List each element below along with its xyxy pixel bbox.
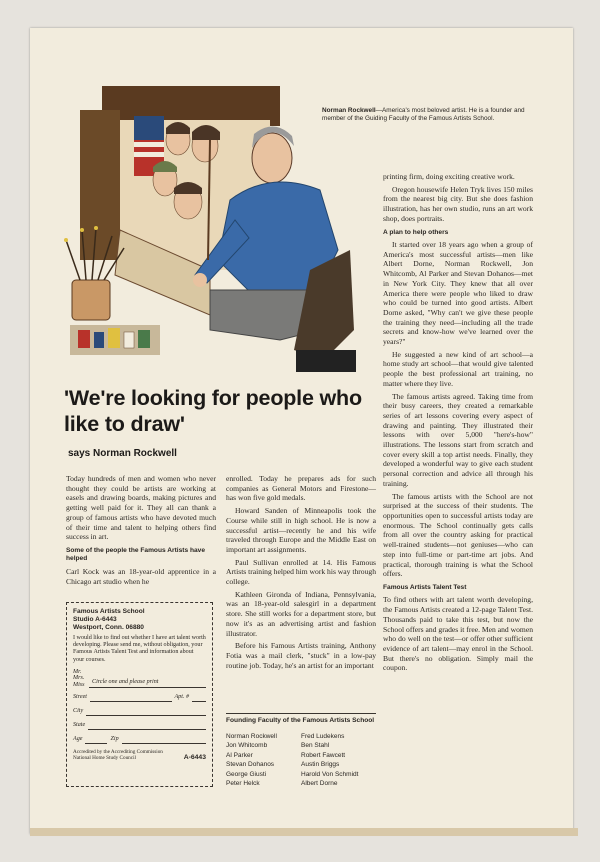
salutation-hint: Circle one and please print <box>89 679 206 687</box>
faculty-name: Jon Whitcomb <box>226 742 268 750</box>
apt-label: Apt. # <box>174 694 189 701</box>
body-paragraph: Paul Sullivan enrolled at 14. His Famous Artists training helped him work his way through college. <box>226 557 376 587</box>
state-label: State <box>73 722 86 729</box>
body-paragraph: enrolled. Today he prepares ads for such companies as General Motors and Firestone—has won five gold medals. <box>226 474 376 503</box>
byline: says Norman Rockwell <box>68 448 177 459</box>
coupon-code: A-6443 <box>183 754 206 762</box>
city-label: City <box>73 708 84 715</box>
subhead-talent-test: Famous Artists Talent Test <box>383 583 467 591</box>
faculty-list-right <box>301 732 376 790</box>
body-paragraph: It started over 18 years ago when a group of America's most successful artists—men like Albert Dorne, Norman Rockwell, Jon Whitcomb, Al Parker and Stevan Dohanos—met in New York City. They knew that all over America there were people who liked to draw who could be turned into good artists. Albert Dorne asked, "Why can't we give these people the training they need—including all the trade secrets and know-how we've learned over the years?" <box>383 240 533 347</box>
subhead-people-helped: Some of the people the Famous Artists have helped <box>66 546 205 563</box>
age-label: Age <box>73 736 83 743</box>
accreditation <box>73 749 206 761</box>
body-paragraph: Today hundreds of men and women who never thought they could be artists are working at easels and drawing boards, making pictures and getting well paid for it. They all can thank a group of famous artists who have devoted much of their time and talent to helping others find success in art. <box>66 474 216 542</box>
faculty-name: George Giusti <box>226 770 267 778</box>
faculty-name: Harold Von Schmidt <box>301 770 359 778</box>
state-field[interactable] <box>73 722 206 730</box>
body-paragraph: printing firm, doing exciting creative work. <box>383 172 515 181</box>
faculty-name: Peter Helck <box>226 780 260 788</box>
body-paragraph: Before his Famous Artists training, Anthony Fotia was a mail clerk, "stuck" in a low-pay routine job. Today, he's an artist for an important <box>226 641 376 670</box>
subhead-plan: A plan to help others <box>383 228 449 236</box>
mail-coupon[interactable] <box>66 602 213 787</box>
street-label: Street <box>73 694 87 701</box>
illustration-caption <box>322 107 547 123</box>
faculty-name: Albert Dorne <box>301 780 338 788</box>
faculty-name: Robert Fawcett <box>301 751 346 759</box>
salutation-field[interactable] <box>73 669 206 688</box>
salutation-label: Mr. Mrs. Miss <box>73 669 85 688</box>
body-paragraph: The famous artists with the School are not surprised at the success of their students. The opportunities open to successful artists today are enormous. The School continually gets calls from all over the country asking for practical well-trained students—not geniuses—who can step into full-time or part-time art jobs. And practical, thorough training is what the School offers. <box>383 491 533 579</box>
caption-text: —America's most beloved artist. He is a founder and member of the Guiding Faculty of the Famous Artists School. <box>322 107 525 123</box>
coupon-studio: Studio A-6443 <box>73 616 117 624</box>
accreditation-text: Accredited by the Accrediting Commission National Home Study Council <box>73 748 163 762</box>
faculty-box <box>226 713 376 789</box>
headline: 'We're looking for people who like to draw' <box>64 386 362 436</box>
faculty-name: Stevan Dohanos <box>226 761 275 769</box>
city-field[interactable] <box>73 708 206 716</box>
zip-label: Zip <box>110 736 119 743</box>
faculty-name: Austin Briggs <box>301 761 340 769</box>
page-edge <box>30 828 578 836</box>
caption-name: Norman Rockwell <box>322 107 376 114</box>
coupon-body: I would like to find out whether I have art talent worth developing. Please send me, without obligation, your Famous Artists Talent Test and information about your courses. <box>73 634 206 663</box>
column-2 <box>226 474 376 673</box>
body-paragraph: Howard Sanden of Minneapolis took the Course while still in high school. He is now a successful artist—recently he and his wife traveled through Europe and the Middle East on important art assignments. <box>226 506 376 554</box>
body-paragraph: The famous artists agreed. Taking time from their busy careers, they created a remarkable series of art lessons covering every aspect of drawing and painting. They illustrated their lessons with over 5,000 "here's-how" illustrations. The lessons start from scratch and cover every skill a top artist needs. Finally, they developed a wonderful way to give each student personal correction and advice all through his training. <box>383 391 533 488</box>
faculty-name: Norman Rockwell <box>226 732 277 740</box>
faculty-name: Fred Ludekens <box>301 732 345 740</box>
column-1 <box>66 474 216 589</box>
body-paragraph: Oregon housewife Helen Tryk lives 150 miles from the nearest big city. But she does fashion illustration, has her own studio, runs an art work shop, does portraits. <box>383 184 533 223</box>
coupon-school: Famous Artists School <box>73 608 145 615</box>
age-zip-field[interactable] <box>73 736 206 744</box>
body-paragraph: To find others with art talent worth developing, the Famous Artists created a 12-page Talent Test. Thousands paid to take this test, but now the School offers and grades it free. Men and women who do well on the test—or offer other sufficient evidence of art talent—may enrol in the School. But there's no obligation. Simply mail the coupon. <box>383 595 533 673</box>
body-paragraph: He suggested a new kind of art school—a home study art school—that would give talented people the best professional art training, no matter where they live. <box>383 349 533 388</box>
street-field[interactable] <box>73 694 206 702</box>
body-paragraph: Carl Kock was an 18-year-old apprentice in a Chicago art studio when he <box>66 566 216 586</box>
rockwell-illustration <box>60 80 360 380</box>
body-paragraph: Kathleen Gironda of Indiana, Pennsylvania, was an 18-year-old salesgirl in a department store. She still works for a department store, but now it's as an advertising artist and fashion illustrator. <box>226 589 376 638</box>
faculty-list-left <box>226 732 301 790</box>
faculty-name: Ben Stahl <box>301 742 330 750</box>
faculty-name: Al Parker <box>226 751 253 759</box>
column-3 <box>383 172 533 676</box>
faculty-heading: Founding Faculty of the Famous Artists School <box>226 713 376 726</box>
coupon-city: Westport, Conn. 06880 <box>73 624 144 632</box>
